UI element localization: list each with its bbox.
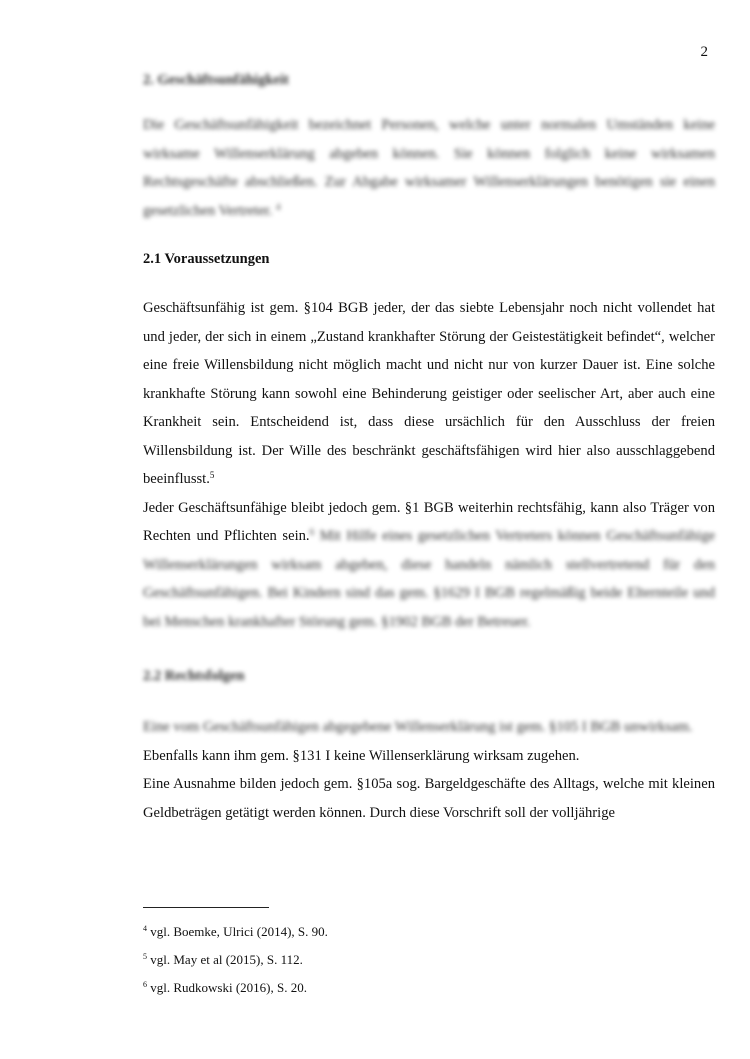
footnote-divider: [143, 907, 269, 908]
footnote-ref-5: 5: [209, 470, 215, 480]
footnote-number: 5: [143, 952, 147, 961]
section-2-paragraph-text: Die Geschäftsunfähigkeit bezeichnet Personen, welche unter normalen Umständen keine wirksame Willenserklärung abgeben können. Sie können folglich keine wirksamen Rechtsgeschäfte abschließen. Zur Abgabe wirksamer Willenserklärungen benötigen sie einen gesetzlichen Vertreter.: [143, 117, 715, 219]
footnotes: [143, 907, 715, 1002]
footnote-text: vgl. Rudkowski (2016), S. 20.: [150, 980, 307, 995]
section-2-paragraph: [143, 111, 715, 225]
section-2-2-paragraph-3: Eine Ausnahme bilden jedoch gem. §105a sog. Bargeldgeschäfte des Alltags, welche mit kleinen Geldbeträgen getätigt werden können. Durch diese Vorschrift soll der volljährige: [143, 776, 715, 821]
section-heading-2: 2. Geschäftsunfähigkeit: [143, 72, 289, 88]
page-content: [143, 70, 715, 827]
footnote-text: vgl. Boemke, Ulrici (2014), S. 90.: [150, 924, 328, 939]
section-2-1-paragraph-1: [143, 294, 715, 494]
section-heading-2-1: 2.1 Voraussetzungen: [143, 251, 270, 267]
section-2-2-paragraph-2: Ebenfalls kann ihm gem. §131 I keine Willenserklärung wirksam zugehen.: [143, 747, 580, 764]
footnote-number: 4: [143, 924, 147, 933]
section-2-1-paragraph-2-text-a: Jeder Geschäftsunfähige bleibt jedoch gem. §1 BGB weiterhin rechtsfähig, kann also Träger von Rechten und Pflichten sein.: [143, 499, 715, 544]
section-2-1-paragraph-1-text: Geschäftsunfähig ist gem. §104 BGB jeder, der das siebte Lebensjahr noch nicht vollendet hat und jeder, der sich in einem „Zustand krankhafter Störung der Geistestätigkeit befindet“, welcher eine freie Willensbildung nicht möglich macht und nicht nur von kurzer Dauer ist. Eine solche krankhafte Störung kann sowohl eine Behinderung geistiger oder seelischer Art, aber auch eine Krankheit sein. Entscheidend ist, dass diese ursächlich für den Ausschluss der freien Willensbildung ist. Der Wille des beschränkt geschäftsfähigen wird hier also ausschlaggebend beeinflusst.: [143, 300, 715, 487]
footnote-ref-4: 4: [276, 201, 281, 212]
footnote-text: vgl. May et al (2015), S. 112.: [150, 952, 303, 967]
section-heading-2-2: 2.2 Rechtsfolgen: [143, 668, 245, 684]
section-2-1-paragraph-2: [143, 494, 715, 637]
section-2-2-paragraph-1: Eine vom Geschäftsunfähigen abgegebene Willenserklärung ist gem. §105 I BGB unwirksam.: [143, 719, 693, 735]
footnote-number: 6: [143, 980, 147, 989]
footnote-item: [143, 918, 715, 946]
footnote-item: [143, 974, 715, 1002]
section-2-1-paragraph-2-text-b: Mit Hilfe eines gesetzlichen Vertreters können Geschäftsunfähige Willenserklärungen wirksam abgeben, diese handeln nämlich stellvertretend für den Geschäftsunfähigen. Bei Kindern sind das gem. §1629 I BGB regelmäßig beide Elternteile und bei Menschen krankhafter Störung gem. §1902 BGB der Betreuer.: [143, 528, 715, 630]
page-number: 2: [700, 44, 708, 60]
footnote-ref-6: 6: [309, 527, 315, 537]
footnote-item: [143, 946, 715, 974]
